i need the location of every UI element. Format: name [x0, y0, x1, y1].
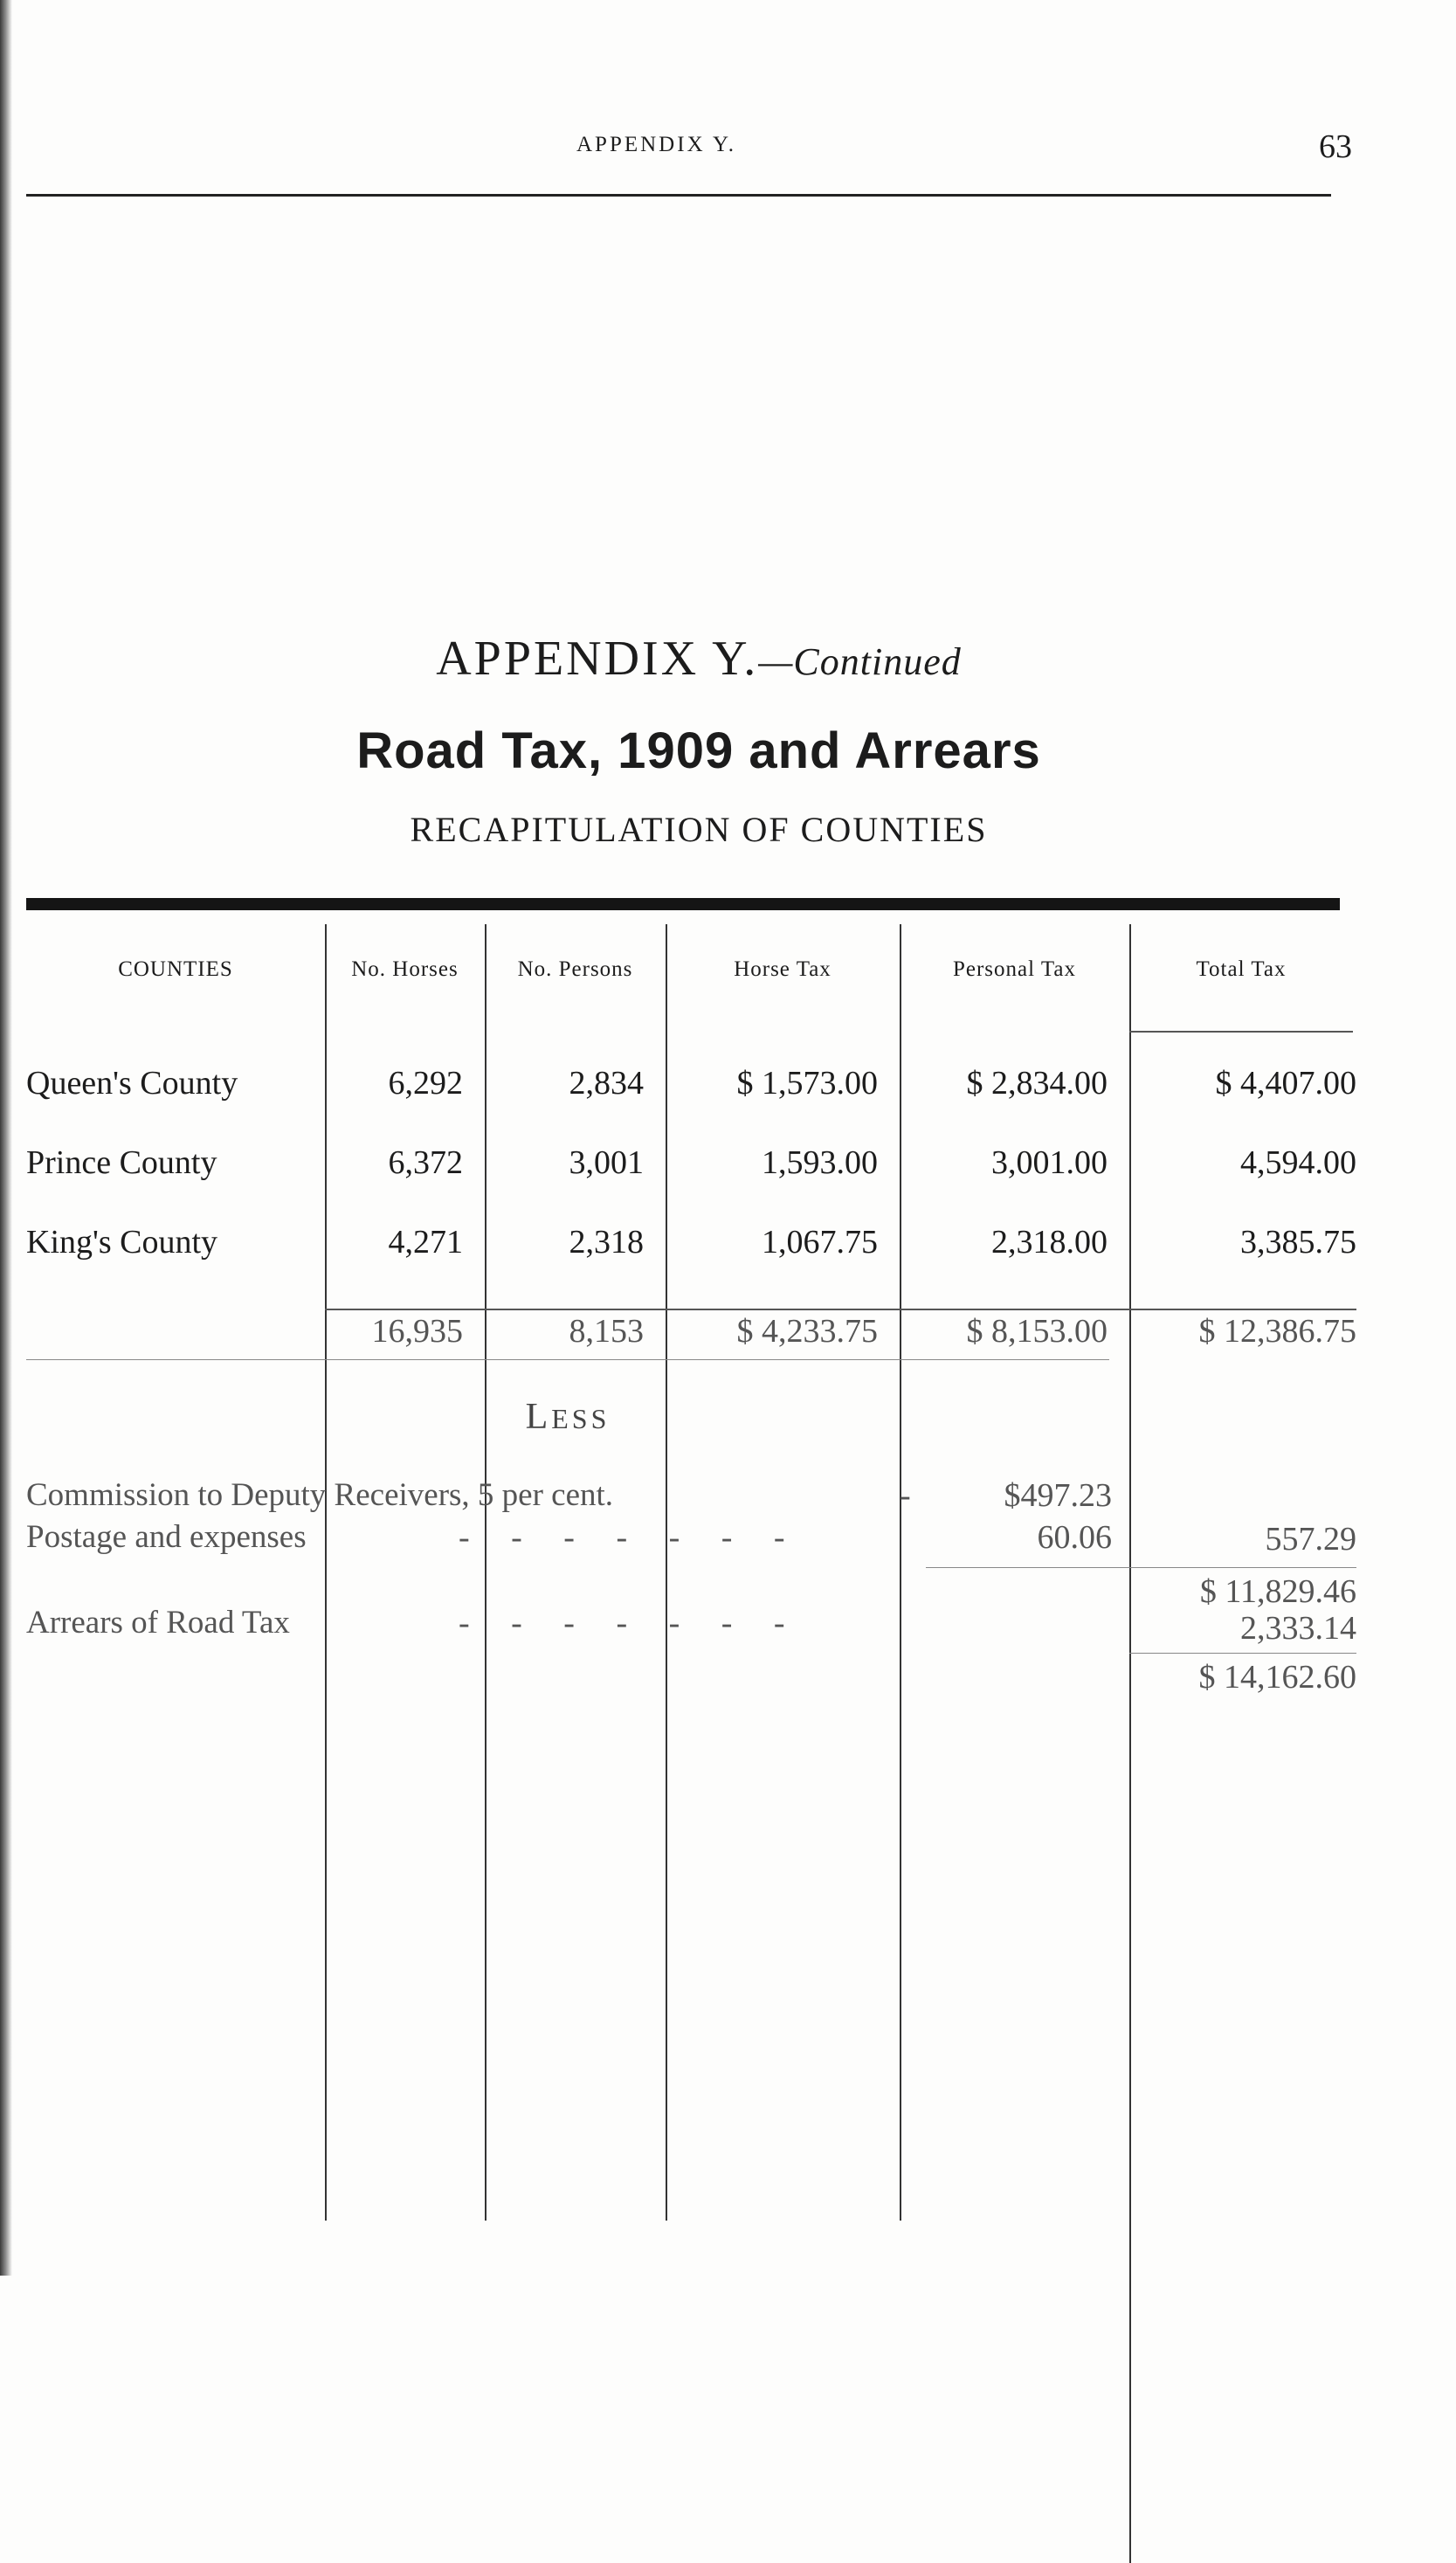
appendix-continued: —Continued	[758, 640, 962, 683]
page-title: Road Tax, 1909 and Arrears	[356, 722, 1041, 779]
totals-rule	[325, 1309, 1356, 1310]
county-name: Queen's County	[26, 1065, 238, 1102]
grand-total-rule	[1129, 1653, 1356, 1654]
col-header-personal-tax: Personal Tax	[952, 957, 1077, 981]
col-header-total-tax: Total Tax	[1196, 957, 1287, 981]
page-subtitle: RECAPITULATION OF COUNTIES	[410, 810, 988, 849]
total-personal-tax: $ 8,153.00	[966, 1313, 1108, 1350]
horses-count: 6,292	[388, 1065, 463, 1102]
total-horse-tax: $ 4,233.75	[736, 1313, 878, 1350]
postage-dots: - - - - - - -	[459, 1519, 785, 1556]
column-divider	[485, 924, 486, 2221]
header-rule	[26, 194, 1331, 197]
personal-tax-amount: $ 2,834.00	[966, 1065, 1108, 1102]
persons-count: 2,318	[569, 1224, 644, 1261]
column-divider	[666, 924, 667, 2221]
persons-count: 3,001	[569, 1144, 644, 1181]
postage-label: Postage and expenses	[26, 1519, 307, 1555]
personal-tax-amount: 3,001.00	[991, 1144, 1108, 1181]
col-header-counties: COUNTIES	[118, 957, 233, 981]
less-heading: LESS	[525, 1397, 611, 1437]
commission-label: Commission to Deputy Receivers, 5 per cent.	[26, 1477, 614, 1513]
horse-tax-amount: $ 1,573.00	[736, 1065, 878, 1102]
section-divider	[26, 1359, 1109, 1360]
commission-dash: -	[900, 1477, 911, 1514]
horses-count: 4,271	[388, 1224, 463, 1261]
column-divider	[900, 924, 901, 2221]
appendix-heading	[0, 631, 1397, 687]
total-persons: 8,153	[569, 1313, 644, 1350]
table-top-rule	[26, 898, 1340, 910]
subtotal-rule	[926, 1567, 1356, 1568]
column-divider	[325, 924, 327, 2221]
commission-amount: $497.23	[1004, 1477, 1112, 1514]
personal-tax-amount: 2,318.00	[991, 1224, 1108, 1261]
total-tax-amount: 3,385.75	[1240, 1224, 1356, 1261]
appendix-label: APPENDIX Y.	[436, 632, 759, 686]
total-tax-amount: $ 4,407.00	[1215, 1065, 1356, 1102]
horse-tax-amount: 1,067.75	[762, 1224, 878, 1261]
page-binding-edge	[0, 0, 12, 2276]
col-header-horses: No. Horses	[351, 957, 459, 981]
col-header-persons: No. Persons	[517, 957, 633, 981]
postage-amount: 60.06	[1037, 1519, 1112, 1556]
horses-count: 6,372	[388, 1144, 463, 1181]
total-horses: 16,935	[371, 1313, 463, 1350]
arrears-dots: - - - - - - -	[459, 1605, 785, 1641]
running-header: APPENDIX Y.	[576, 133, 737, 156]
page-number: 63	[1319, 128, 1352, 165]
col-header-horse-tax: Horse Tax	[734, 957, 832, 981]
deductions-total: 557.29	[1265, 1521, 1356, 1558]
persons-count: 2,834	[569, 1065, 644, 1102]
total-total-tax: $ 12,386.75	[1198, 1313, 1356, 1350]
grand-total-amount: $ 14,162.60	[1198, 1659, 1356, 1696]
arrears-amount: 2,333.14	[1240, 1610, 1356, 1647]
arrears-label: Arrears of Road Tax	[26, 1605, 290, 1641]
county-name: King's County	[26, 1224, 218, 1261]
horse-tax-amount: 1,593.00	[762, 1144, 878, 1181]
total-tax-amount: 4,594.00	[1240, 1144, 1356, 1181]
header-underline	[1129, 1031, 1353, 1033]
county-name: Prince County	[26, 1144, 217, 1181]
subtotal-amount: $ 11,829.46	[1199, 1573, 1356, 1610]
